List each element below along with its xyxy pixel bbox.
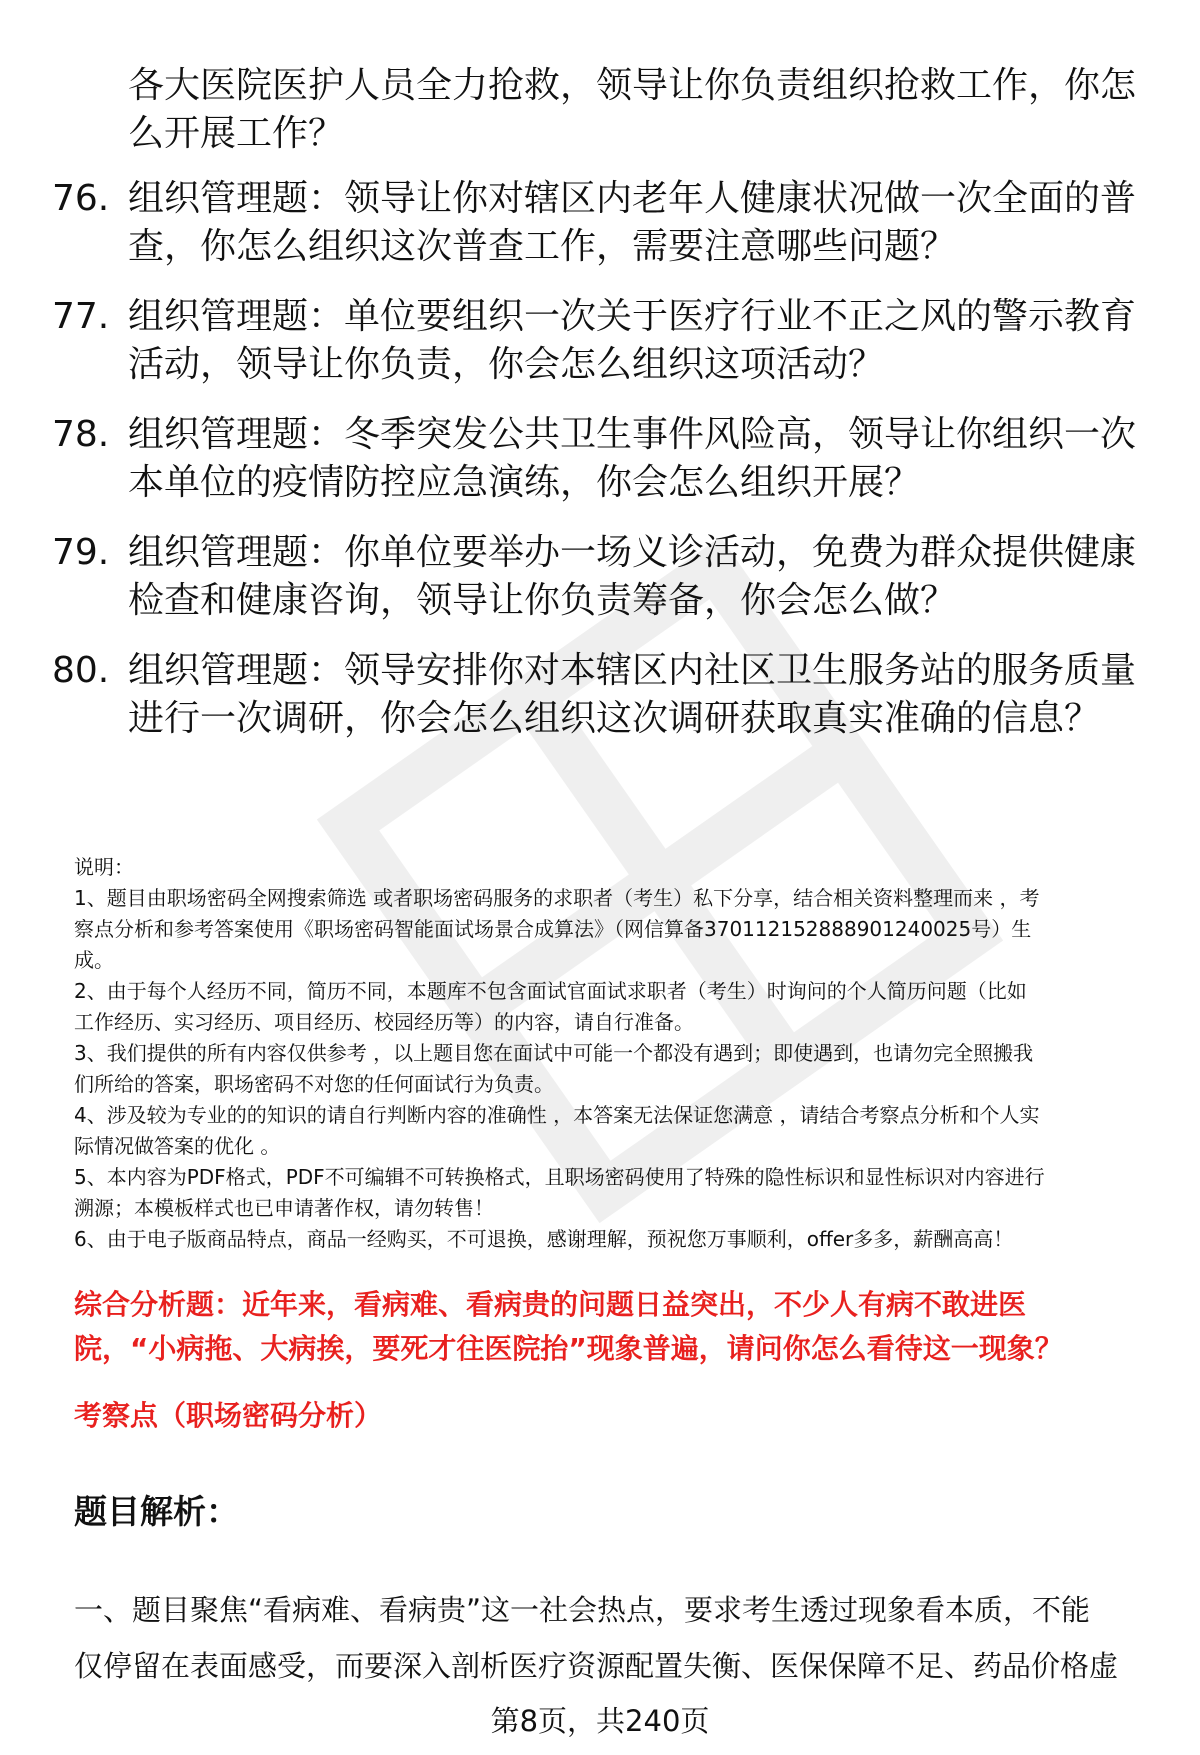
analysis-question-line-2: 院，“小病拖、大病挨，要死才往医院抬”现象普遍，请问你怎么看待这一现象？ xyxy=(74,1332,1063,1365)
question-line-2: 查，你怎么组织这次普查工作，需要注意哪些问题？ xyxy=(128,226,957,267)
question-text xyxy=(128,411,1138,507)
notes-line: 1、题目由职场密码全网搜索筛选 或者职场密码服务的求职者（考生）私下分享，结合相关资料整理而来 ，考 xyxy=(74,886,1040,910)
question-text xyxy=(128,175,1138,271)
question-number: 76. xyxy=(52,178,110,219)
notes-line: 察点分析和参考答案使用《职场密码智能面试场景合成算法》（网信算备370112152888901240025号）生 xyxy=(74,917,1032,941)
notes-block xyxy=(74,852,1164,1255)
analysis-paragraph-line-2: 仅停留在表面感受，而要深入剖析医疗资源配置失衡、医保保障不足、药品价格虚 xyxy=(74,1649,1119,1683)
notes-heading: 说明： xyxy=(74,855,134,879)
question-line-1: 组织管理题：单位要组织一次关于医疗行业不正之风的警示教育 xyxy=(128,296,1137,337)
notes-line: 际情况做答案的优化 。 xyxy=(74,1134,281,1158)
analysis-question-line-1: 综合分析题：近年来，看病难、看病贵的问题日益突出，不少人有病不敢进医 xyxy=(74,1288,1027,1321)
notes-line: 5、本内容为PDF格式，PDF不可编辑不可转换格式，且职场密码使用了特殊的隐性标识和显性标识对内容进行 xyxy=(74,1165,1045,1189)
notes-line: 2、由于每个人经历不同，简历不同，本题库不包含面试官面试求职者（考生）时询问的个人简历问题（比如 xyxy=(74,979,1027,1003)
question-text xyxy=(128,647,1138,743)
analysis-question xyxy=(74,1283,1154,1371)
question-75-line-2: 么开展工作？ xyxy=(128,113,345,154)
notes-line: 4、涉及较为专业的的知识的请自行判断内容的准确性 ，本答案无法保证您满意 ，请结合考察点分析和个人实 xyxy=(74,1103,1040,1127)
question-number: 77. xyxy=(52,296,110,337)
notes-line: 6、由于电子版商品特点，商品一经购买，不可退换，感谢理解，预祝您万事顺利，offer多多，薪酬高高！ xyxy=(74,1227,1014,1251)
question-line-1: 组织管理题：冬季突发公共卫生事件风险高，领导让你组织一次 xyxy=(128,414,1137,455)
notes-line: 3、我们提供的所有内容仅供参考 ，以上题目您在面试中可能一个都没有遇到；即使遇到，也请勿完全照搬我 xyxy=(74,1041,1034,1065)
notes-line: 工作经历、实习经历、项目经历、校园经历等）的内容，请自行准备。 xyxy=(74,1010,694,1034)
exam-point-label: 考察点（职场密码分析） xyxy=(74,1399,383,1432)
analysis-paragraph xyxy=(74,1582,1154,1694)
question-line-1: 组织管理题：你单位要举办一场义诊活动，免费为群众提供健康 xyxy=(128,532,1137,573)
notes-line: 溯源；本模板样式也已申请著作权，请勿转售！ xyxy=(74,1196,494,1220)
notes-line: 们所给的答案，职场密码不对您的任何面试行为负责。 xyxy=(74,1072,554,1096)
question-text xyxy=(128,293,1138,389)
page-footer: 第8页，共240页 xyxy=(490,1704,710,1738)
section-title: 题目解析： xyxy=(74,1492,239,1531)
question-line-1: 组织管理题：领导让你对辖区内老年人健康状况做一次全面的普 xyxy=(128,178,1137,219)
question-line-2: 活动，领导让你负责，你会怎么组织这项活动？ xyxy=(128,344,885,385)
analysis-paragraph-line-1: 一、题目聚焦“看病难、看病贵”这一社会热点，要求考生透过现象看本质，不能 xyxy=(74,1593,1091,1627)
question-text xyxy=(128,529,1138,625)
question-number: 79. xyxy=(52,532,110,573)
question-75-line-1: 各大医院医护人员全力抢救，领导让你负责组织抢救工作，你怎 xyxy=(128,65,1137,106)
question-75-continuation xyxy=(128,62,1138,158)
question-line-2: 本单位的疫情防控应急演练，你会怎么组织开展？ xyxy=(128,462,921,503)
question-number: 80. xyxy=(52,650,110,691)
question-line-2: 检查和健康咨询，领导让你负责筹备，你会怎么做？ xyxy=(128,580,957,621)
question-line-1: 组织管理题：领导安排你对本辖区内社区卫生服务站的服务质量 xyxy=(128,650,1137,691)
question-line-2: 进行一次调研，你会怎么组织这次调研获取真实准确的信息？ xyxy=(128,698,1101,739)
notes-line: 成。 xyxy=(74,948,114,972)
question-number: 78. xyxy=(52,414,110,455)
